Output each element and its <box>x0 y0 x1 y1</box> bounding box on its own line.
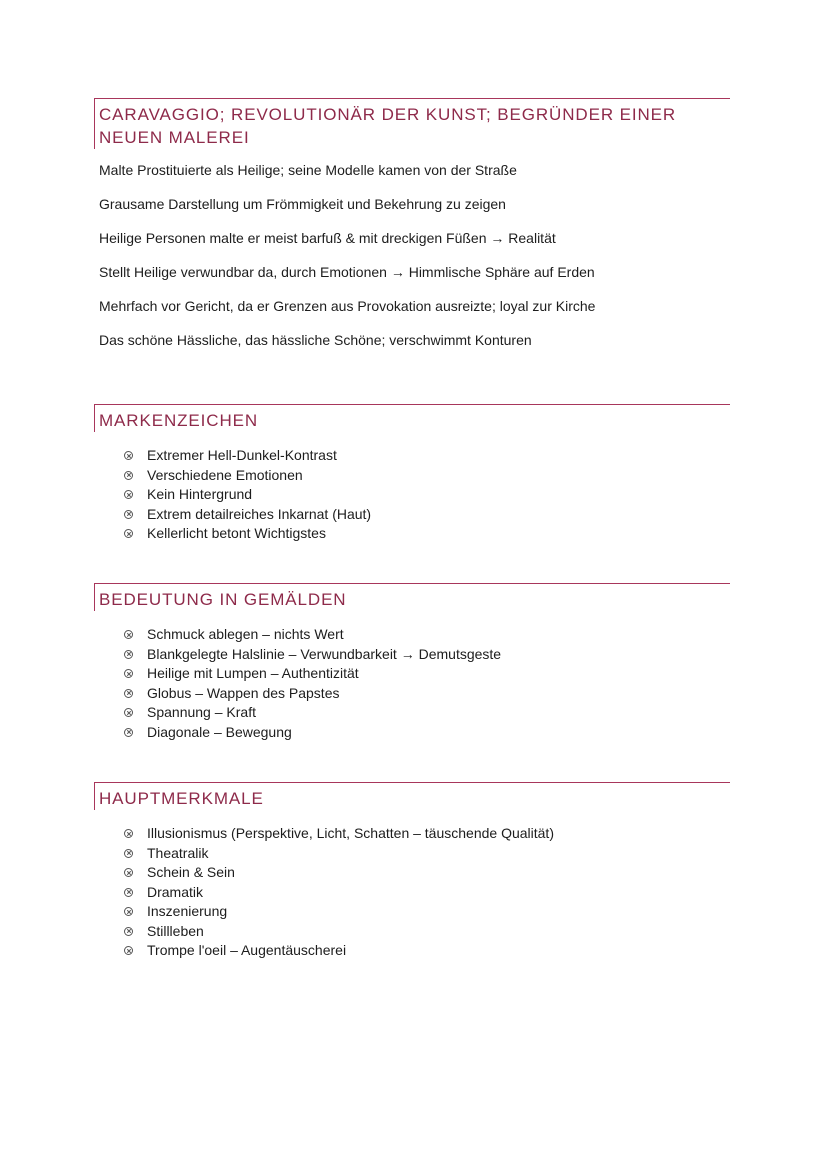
list-item <box>124 505 730 525</box>
paragraph: Malte Prostituierte als Heilige; seine Modelle kamen von der Straße <box>99 162 517 178</box>
section-caravaggio <box>94 98 730 349</box>
circled-x-bullet-icon <box>124 630 133 639</box>
list-item <box>124 883 730 903</box>
bullet-list-bedeutung <box>94 625 730 742</box>
circled-x-bullet-icon <box>124 829 133 838</box>
list-item-text: Diagonale – Bewegung <box>147 723 292 740</box>
list-item-text: Schmuck ablegen – nichts Wert <box>147 626 344 642</box>
circled-x-bullet-icon <box>124 907 133 916</box>
section-hauptmerkmale <box>94 782 730 961</box>
list-item <box>124 723 730 743</box>
section-heading-markenzeichen: MARKENZEICHEN <box>94 404 730 432</box>
list-item <box>124 922 730 942</box>
list-item <box>124 466 730 486</box>
paragraph-list <box>94 161 730 349</box>
paragraph: Mehrfach vor Gericht, da er Grenzen aus Provokation ausreizte; loyal zur Kirche <box>99 298 596 314</box>
circled-x-bullet-icon <box>124 490 133 499</box>
list-item-text: Heilige mit Lumpen – Authentizität <box>147 665 359 681</box>
circled-x-bullet-icon <box>124 669 133 678</box>
circled-x-bullet-icon <box>124 529 133 538</box>
list-item-text: Stillleben <box>147 922 204 939</box>
list-item <box>124 824 730 844</box>
list-item-text: Verschiedene Emotionen <box>147 466 303 483</box>
circled-x-bullet-icon <box>124 728 133 737</box>
list-item-text: Extremer Hell-Dunkel-Kontrast <box>147 447 337 463</box>
list-item <box>124 684 730 704</box>
circled-x-bullet-icon <box>124 471 133 480</box>
list-item <box>124 863 730 883</box>
list-item-text: Spannung – Kraft <box>147 704 256 720</box>
paragraph: Grausame Darstellung um Frömmigkeit und Bekehrung zu zeigen <box>99 196 506 212</box>
list-item-text: Globus – Wappen des Papstes <box>147 684 340 701</box>
list-item-text: Blankgelegte Halslinie – Verwundbarkeit → Demutsgeste <box>147 645 502 662</box>
section-heading-caravaggio: CARAVAGGIO; REVOLUTIONÄR DER KUNST; BEGRÜNDER EINER NEUEN MALEREI <box>94 98 730 149</box>
circled-x-bullet-icon <box>124 510 133 519</box>
circled-x-bullet-icon <box>124 708 133 717</box>
list-item <box>124 645 730 665</box>
list-item <box>124 844 730 864</box>
circled-x-bullet-icon <box>124 888 133 897</box>
list-item <box>124 941 730 961</box>
circled-x-bullet-icon <box>124 927 133 936</box>
list-item-text: Illusionismus (Perspektive, Licht, Schatten – täuschende Qualität) <box>147 825 554 841</box>
list-item-text: Dramatik <box>147 883 204 900</box>
list-item-text: Extrem detailreiches Inkarnat (Haut) <box>147 505 372 522</box>
paragraph: Heilige Personen malte er meist barfuß & mit dreckigen Füßen → Realität <box>99 230 556 246</box>
section-heading-hauptmerkmale: HAUPTMERKMALE <box>94 782 730 810</box>
list-item-text: Inszenierung <box>147 903 228 919</box>
list-item-text: Kellerlicht betont Wichtigstes <box>147 525 326 541</box>
circled-x-bullet-icon <box>124 849 133 858</box>
section-markenzeichen <box>94 404 730 544</box>
paragraph: Das schöne Hässliche, das hässliche Schöne; verschwimmt Konturen <box>99 332 532 348</box>
list-item <box>124 485 730 505</box>
section-heading-bedeutung: BEDEUTUNG IN GEMÄLDEN <box>94 583 730 611</box>
list-item-text: Kein Hintergrund <box>147 486 253 502</box>
circled-x-bullet-icon <box>124 946 133 955</box>
list-item-text: Trompe l'oeil – Augentäuscherei <box>147 942 347 958</box>
list-item <box>124 703 730 723</box>
bullet-list-markenzeichen <box>94 446 730 544</box>
section-bedeutung <box>94 583 730 742</box>
list-item-text: Schein & Sein <box>147 864 235 880</box>
circled-x-bullet-icon <box>124 689 133 698</box>
list-item-text: Theatralik <box>147 844 209 861</box>
list-item <box>124 446 730 466</box>
list-item <box>124 524 730 544</box>
list-item <box>124 625 730 645</box>
list-item <box>124 664 730 684</box>
circled-x-bullet-icon <box>124 451 133 460</box>
list-item <box>124 902 730 922</box>
circled-x-bullet-icon <box>124 650 133 659</box>
paragraph: Stellt Heilige verwundbar da, durch Emotionen → Himmlische Sphäre auf Erden <box>99 264 595 280</box>
bullet-list-hauptmerkmale <box>94 824 730 961</box>
circled-x-bullet-icon <box>124 868 133 877</box>
